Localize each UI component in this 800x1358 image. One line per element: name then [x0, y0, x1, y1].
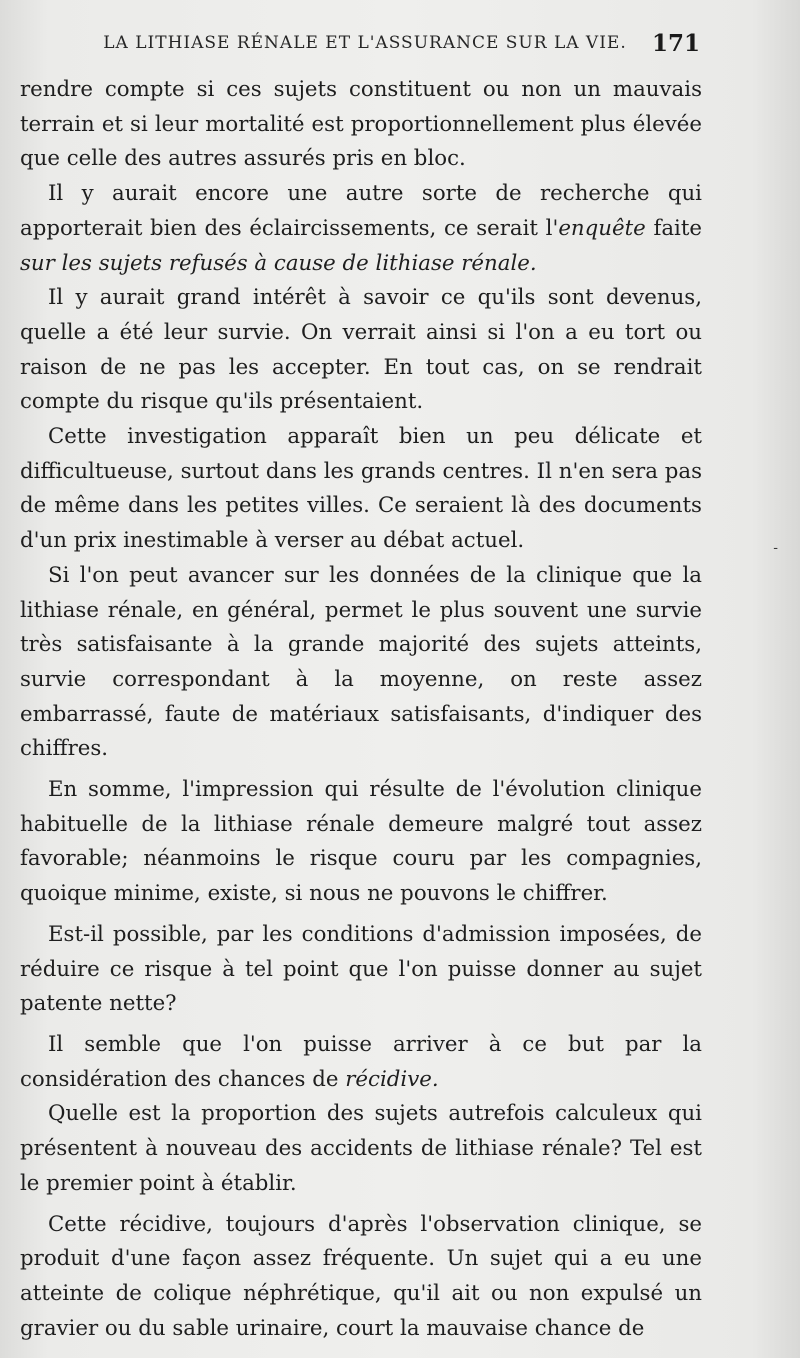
paragraph-2	[20, 177, 702, 281]
paragraph-9: Quelle est la proportion des sujets autrefois calculeux qui présentent à nouveau des accidents de lithiase rénale? Tel est le premier point à établir.	[20, 1101, 702, 1196]
paragraph-10: Cette récidive, toujours d'après l'observation clinique, se produit d'une façon assez fréquente. Un sujet qui a eu une atteinte de colique néphrétique, qu'il ait ou non expulsé un gravier ou du sable urinaire, court la mauvaise chance de	[20, 1211, 702, 1341]
paragraph-8-text: Il semble que l'on puisse arriver à ce but par la considération des chances de	[20, 1031, 702, 1092]
paragraph-1: rendre compte si ces sujets constituent ou non un mauvais terrain et si leur mortalité est proportionnellement plus élevée que celle des autres assurés pris en bloc.	[20, 77, 702, 172]
paragraph-2-text-a: Il y aurait encore une autre sorte de recherche qui apporterait bien des éclaircissements, ce serait l'	[20, 181, 702, 241]
paragraph-7: Est-il possible, par les conditions d'admission imposées, de réduire ce risque à tel point que l'on puisse donner au sujet patente nette?	[20, 921, 702, 1017]
page-number: 171	[651, 30, 700, 57]
paragraph-2-italic-b: sur les sujets refusés à cause de lithiase rénale.	[20, 250, 537, 276]
paragraph-8	[20, 1028, 702, 1097]
paragraph-4: Cette investigation apparaît bien un peu délicate et difficultueuse, surtout dans les grands centres. Il n'en sera pas de même dans les petites villes. Ce seraient là des documents d'un prix inestimable à verser au débat actuel.	[20, 424, 702, 554]
paragraph-5: Si l'on peut avancer sur les données de la clinique que la lithiase rénale, en général, permet le plus souvent une survie très satisfaisante à la grande majorité des sujets atteints, survie correspondant à la moyenne, on reste assez embarrassé, faute de matériaux satisfaisants, d'indiquer des chiffres.	[20, 562, 702, 762]
paragraph-2-text-b: faite	[645, 215, 702, 241]
paragraph-6: En somme, l'impression qui résulte de l'évolution clinique habituelle de la lithiase rénale demeure malgré tout assez favorable; néanmoins le risque couru par les compagnies, quoique minime, existe, si nous ne pouvons le chiffrer.	[20, 777, 702, 907]
body-text	[20, 73, 702, 1346]
paragraph-8-italic: récidive.	[345, 1066, 439, 1092]
paragraph-3: Il y aurait grand intérêt à savoir ce qu'ils sont devenus, quelle a été leur survie. On verrait ainsi si l'on a eu tort ou raison de ne pas les accepter. En tout cas, on se rendrait compte du risque qu'ils présentaient.	[20, 285, 702, 415]
paragraph-2-italic-a: enquête	[558, 215, 646, 241]
running-head: LA LITHIASE RÉNALE ET L'ASSURANCE SUR LA VIE.	[103, 33, 627, 53]
margin-mark: -	[773, 540, 778, 556]
